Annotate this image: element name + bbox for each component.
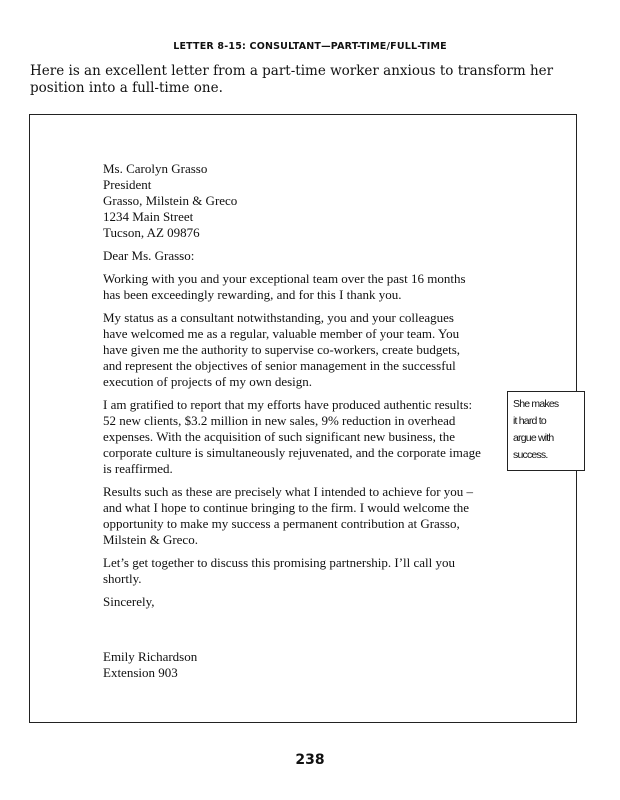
signature-extension: Extension 903 xyxy=(103,665,178,680)
page-number: 238 xyxy=(295,752,325,768)
paragraph-results xyxy=(103,397,503,477)
paragraph-line: execution of projects of my own design. xyxy=(103,374,313,389)
intro-paragraph: Here is an excellent letter from a part-time worker anxious to transform her position into a full-time one. xyxy=(30,63,554,96)
closing-text: Sincerely, xyxy=(103,594,155,609)
paragraph-line: has been exceedingly rewarding, and for this I thank you. xyxy=(103,287,402,302)
paragraph-line: Milstein & Greco. xyxy=(103,532,198,547)
paragraph-line: shortly. xyxy=(103,571,142,586)
paragraph-line: Working with you and your exceptional team over the past 16 months xyxy=(103,271,466,286)
paragraph-call xyxy=(103,555,503,587)
signature-space xyxy=(103,617,503,649)
paragraph-line: corporate culture is simultaneously rejuvenated, and the corporate image xyxy=(103,445,481,460)
paragraph-line: 52 new clients, $3.2 million in new sales, 9% reduction in overhead xyxy=(103,413,456,428)
letter-body xyxy=(103,161,503,688)
paragraph-line: expenses. With the acquisition of such significant new business, the xyxy=(103,429,455,444)
paragraph-line: and represent the objectives of senior management in the successful xyxy=(103,358,456,373)
salutation-text: Dear Ms. Grasso: xyxy=(103,248,195,263)
paragraph-intent xyxy=(103,484,503,548)
address-line: 1234 Main Street xyxy=(103,209,194,224)
address-line: President xyxy=(103,177,152,192)
margin-note-line: She makes xyxy=(513,398,559,410)
margin-note-line: it hard to xyxy=(513,415,546,427)
paragraph-thanks xyxy=(103,271,503,303)
paragraph-line: Let’s get together to discuss this promising partnership. I’ll call you xyxy=(103,555,456,570)
paragraph-status xyxy=(103,310,503,390)
salutation xyxy=(103,248,503,264)
paragraph-line: My status as a consultant notwithstanding, you and your colleagues xyxy=(103,310,454,325)
paragraph-line: I am gratified to report that my efforts have produced authentic results: xyxy=(103,397,473,412)
paragraph-line: Results such as these are precisely what I intended to achieve for you – xyxy=(103,484,474,499)
closing xyxy=(103,594,503,610)
paragraph-line: have welcomed me as a regular, valuable member of your team. You xyxy=(103,326,460,341)
paragraph-line: have given me the authority to supervise co-workers, create budgets, xyxy=(103,342,461,357)
address-line: Ms. Carolyn Grasso xyxy=(103,161,208,176)
letter-heading: LETTER 8-15: CONSULTANT—PART-TIME/FULL-TIME xyxy=(173,41,447,52)
signature-name: Emily Richardson xyxy=(103,649,198,664)
paragraph-line: is reaffirmed. xyxy=(103,461,173,476)
recipient-address xyxy=(103,161,503,241)
paragraph-line: opportunity to make my success a permanent contribution at Grasso, xyxy=(103,516,460,531)
address-line: Tucson, AZ 09876 xyxy=(103,225,200,240)
address-line: Grasso, Milstein & Greco xyxy=(103,193,238,208)
paragraph-line: and what I hope to continue bringing to the firm. I would welcome the xyxy=(103,500,470,515)
margin-note xyxy=(507,391,585,471)
margin-note-line: success. xyxy=(513,449,548,461)
margin-note-line: argue with xyxy=(513,432,554,444)
signature-block xyxy=(103,649,503,681)
